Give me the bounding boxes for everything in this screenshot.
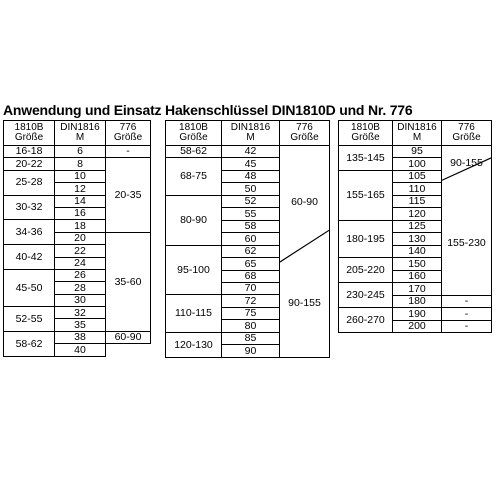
m-cell: 160 — [393, 270, 442, 282]
m-cell: 42 — [222, 146, 280, 158]
m-cell: 58 — [222, 220, 280, 232]
m-cell: 35 — [55, 319, 106, 331]
m-cell: 200 — [393, 320, 442, 332]
size-table-2 — [165, 120, 330, 358]
m-cell: 50 — [222, 183, 280, 195]
size-label: 90-155 — [288, 296, 321, 309]
m-cell: 70 — [222, 282, 280, 294]
header-cell — [393, 121, 442, 146]
m-cell: 32 — [55, 307, 106, 319]
divider-line — [280, 146, 329, 357]
range-cell: 20-22 — [4, 158, 55, 170]
range-cell: 260-270 — [339, 308, 393, 333]
table-row — [4, 146, 151, 158]
range-cell: 110-115 — [166, 295, 222, 332]
range-cell: 120-130 — [166, 332, 222, 357]
m-cell: 26 — [55, 269, 106, 281]
header-text: 1810B — [179, 122, 208, 133]
table-row — [166, 146, 330, 158]
m-cell: 28 — [55, 282, 106, 294]
size-cell: 60-90 — [106, 331, 151, 343]
size-label: 60-90 — [291, 195, 318, 208]
m-cell: 20 — [55, 232, 106, 244]
m-cell: 68 — [222, 270, 280, 282]
header-text: 1810B — [351, 122, 380, 133]
size-cell: - — [442, 308, 492, 320]
m-cell: 80 — [222, 320, 280, 332]
size-label: 90-155 — [450, 156, 483, 169]
m-cell: 10 — [55, 170, 106, 182]
range-cell: 58-62 — [4, 331, 55, 356]
header-text: DIN1816 — [230, 122, 271, 133]
header-text: Größe — [113, 132, 143, 143]
m-cell: 60 — [222, 233, 280, 245]
m-cell: 52 — [222, 195, 280, 208]
header-cell — [4, 121, 55, 146]
header-text: 1810B — [14, 122, 44, 133]
header-cell — [166, 121, 222, 146]
m-cell: 62 — [222, 245, 280, 258]
range-cell: 80-90 — [166, 195, 222, 245]
m-cell: 72 — [222, 295, 280, 308]
header-text: M — [246, 132, 255, 143]
size-cell: - — [442, 295, 492, 307]
range-cell: 68-75 — [166, 158, 222, 195]
size-cell: 20-35 — [106, 158, 151, 232]
m-cell: 75 — [222, 307, 280, 319]
range-cell: 45-50 — [4, 269, 55, 306]
range-cell: 155-165 — [339, 170, 393, 220]
header-cell — [106, 121, 151, 146]
m-cell: 95 — [393, 146, 442, 158]
m-cell: 30 — [55, 294, 106, 306]
m-cell: 105 — [393, 170, 442, 183]
m-cell: 130 — [393, 233, 442, 245]
m-cell: 40 — [55, 344, 106, 356]
table-row — [339, 308, 492, 320]
table-row — [4, 331, 151, 343]
range-cell: 230-245 — [339, 283, 393, 308]
m-cell: 180 — [393, 295, 442, 307]
header-cell — [280, 121, 330, 146]
m-cell: 55 — [222, 208, 280, 220]
m-cell: 8 — [55, 158, 106, 170]
range-cell: 180-195 — [339, 220, 393, 257]
m-cell: 100 — [393, 158, 442, 170]
header-text: Größe — [179, 132, 208, 143]
range-cell: 205-220 — [339, 258, 393, 283]
range-cell: 30-32 — [4, 195, 55, 220]
size-table-3 — [338, 120, 492, 333]
m-cell: 115 — [393, 195, 442, 207]
m-cell: 65 — [222, 258, 280, 270]
header-text: 776 — [119, 122, 137, 133]
header-text: Größe — [14, 132, 44, 143]
m-cell: 12 — [55, 183, 106, 195]
size-cell: - — [442, 320, 492, 332]
m-cell: 120 — [393, 208, 442, 220]
header-cell — [55, 121, 106, 146]
header-text: 776 — [458, 122, 475, 133]
m-cell: 14 — [55, 195, 106, 207]
header-text: DIN1816 — [60, 122, 100, 133]
header-text: M — [412, 132, 422, 143]
m-cell: 6 — [55, 146, 106, 158]
header-cell — [442, 121, 492, 146]
header-text: Größe — [290, 132, 319, 143]
size-label: 155-230 — [447, 237, 486, 250]
range-cell: 52-55 — [4, 307, 55, 332]
range-cell: 58-62 — [166, 146, 222, 158]
table-row — [4, 158, 151, 170]
range-cell: 40-42 — [4, 245, 55, 270]
m-cell: 24 — [55, 257, 106, 269]
header-text: M — [75, 132, 85, 143]
m-cell: 90 — [222, 345, 280, 357]
m-cell: 85 — [222, 332, 280, 345]
m-cell: 22 — [55, 245, 106, 257]
header-cell — [339, 121, 393, 146]
header-cell — [222, 121, 280, 146]
m-cell: 170 — [393, 283, 442, 296]
range-cell: 16-18 — [4, 146, 55, 158]
m-cell: 140 — [393, 245, 442, 257]
table-row — [339, 146, 492, 158]
range-cell: 135-145 — [339, 146, 393, 171]
size-cell — [280, 146, 330, 358]
m-cell: 110 — [393, 183, 442, 195]
header-text: Größe — [452, 132, 481, 143]
m-cell: 190 — [393, 308, 442, 320]
m-cell: 150 — [393, 258, 442, 271]
header-text: Größe — [351, 132, 380, 143]
size-cell — [442, 146, 492, 296]
range-cell: 34-36 — [4, 220, 55, 245]
range-cell: 25-28 — [4, 170, 55, 195]
header-text: DIN1816 — [397, 122, 437, 133]
m-cell: 45 — [222, 158, 280, 171]
size-cell: - — [106, 146, 151, 158]
m-cell: 16 — [55, 207, 106, 219]
size-table-1 — [3, 120, 151, 357]
page-title: Anwendung und Einsatz Hakenschlüssel DIN1810D und Nr. 776 — [3, 102, 413, 118]
m-cell: 38 — [55, 331, 106, 343]
range-cell: 95-100 — [166, 245, 222, 295]
m-cell: 48 — [222, 171, 280, 183]
m-cell: 125 — [393, 220, 442, 233]
header-text: 776 — [296, 122, 313, 133]
size-cell: 35-60 — [106, 232, 151, 331]
m-cell: 18 — [55, 220, 106, 232]
